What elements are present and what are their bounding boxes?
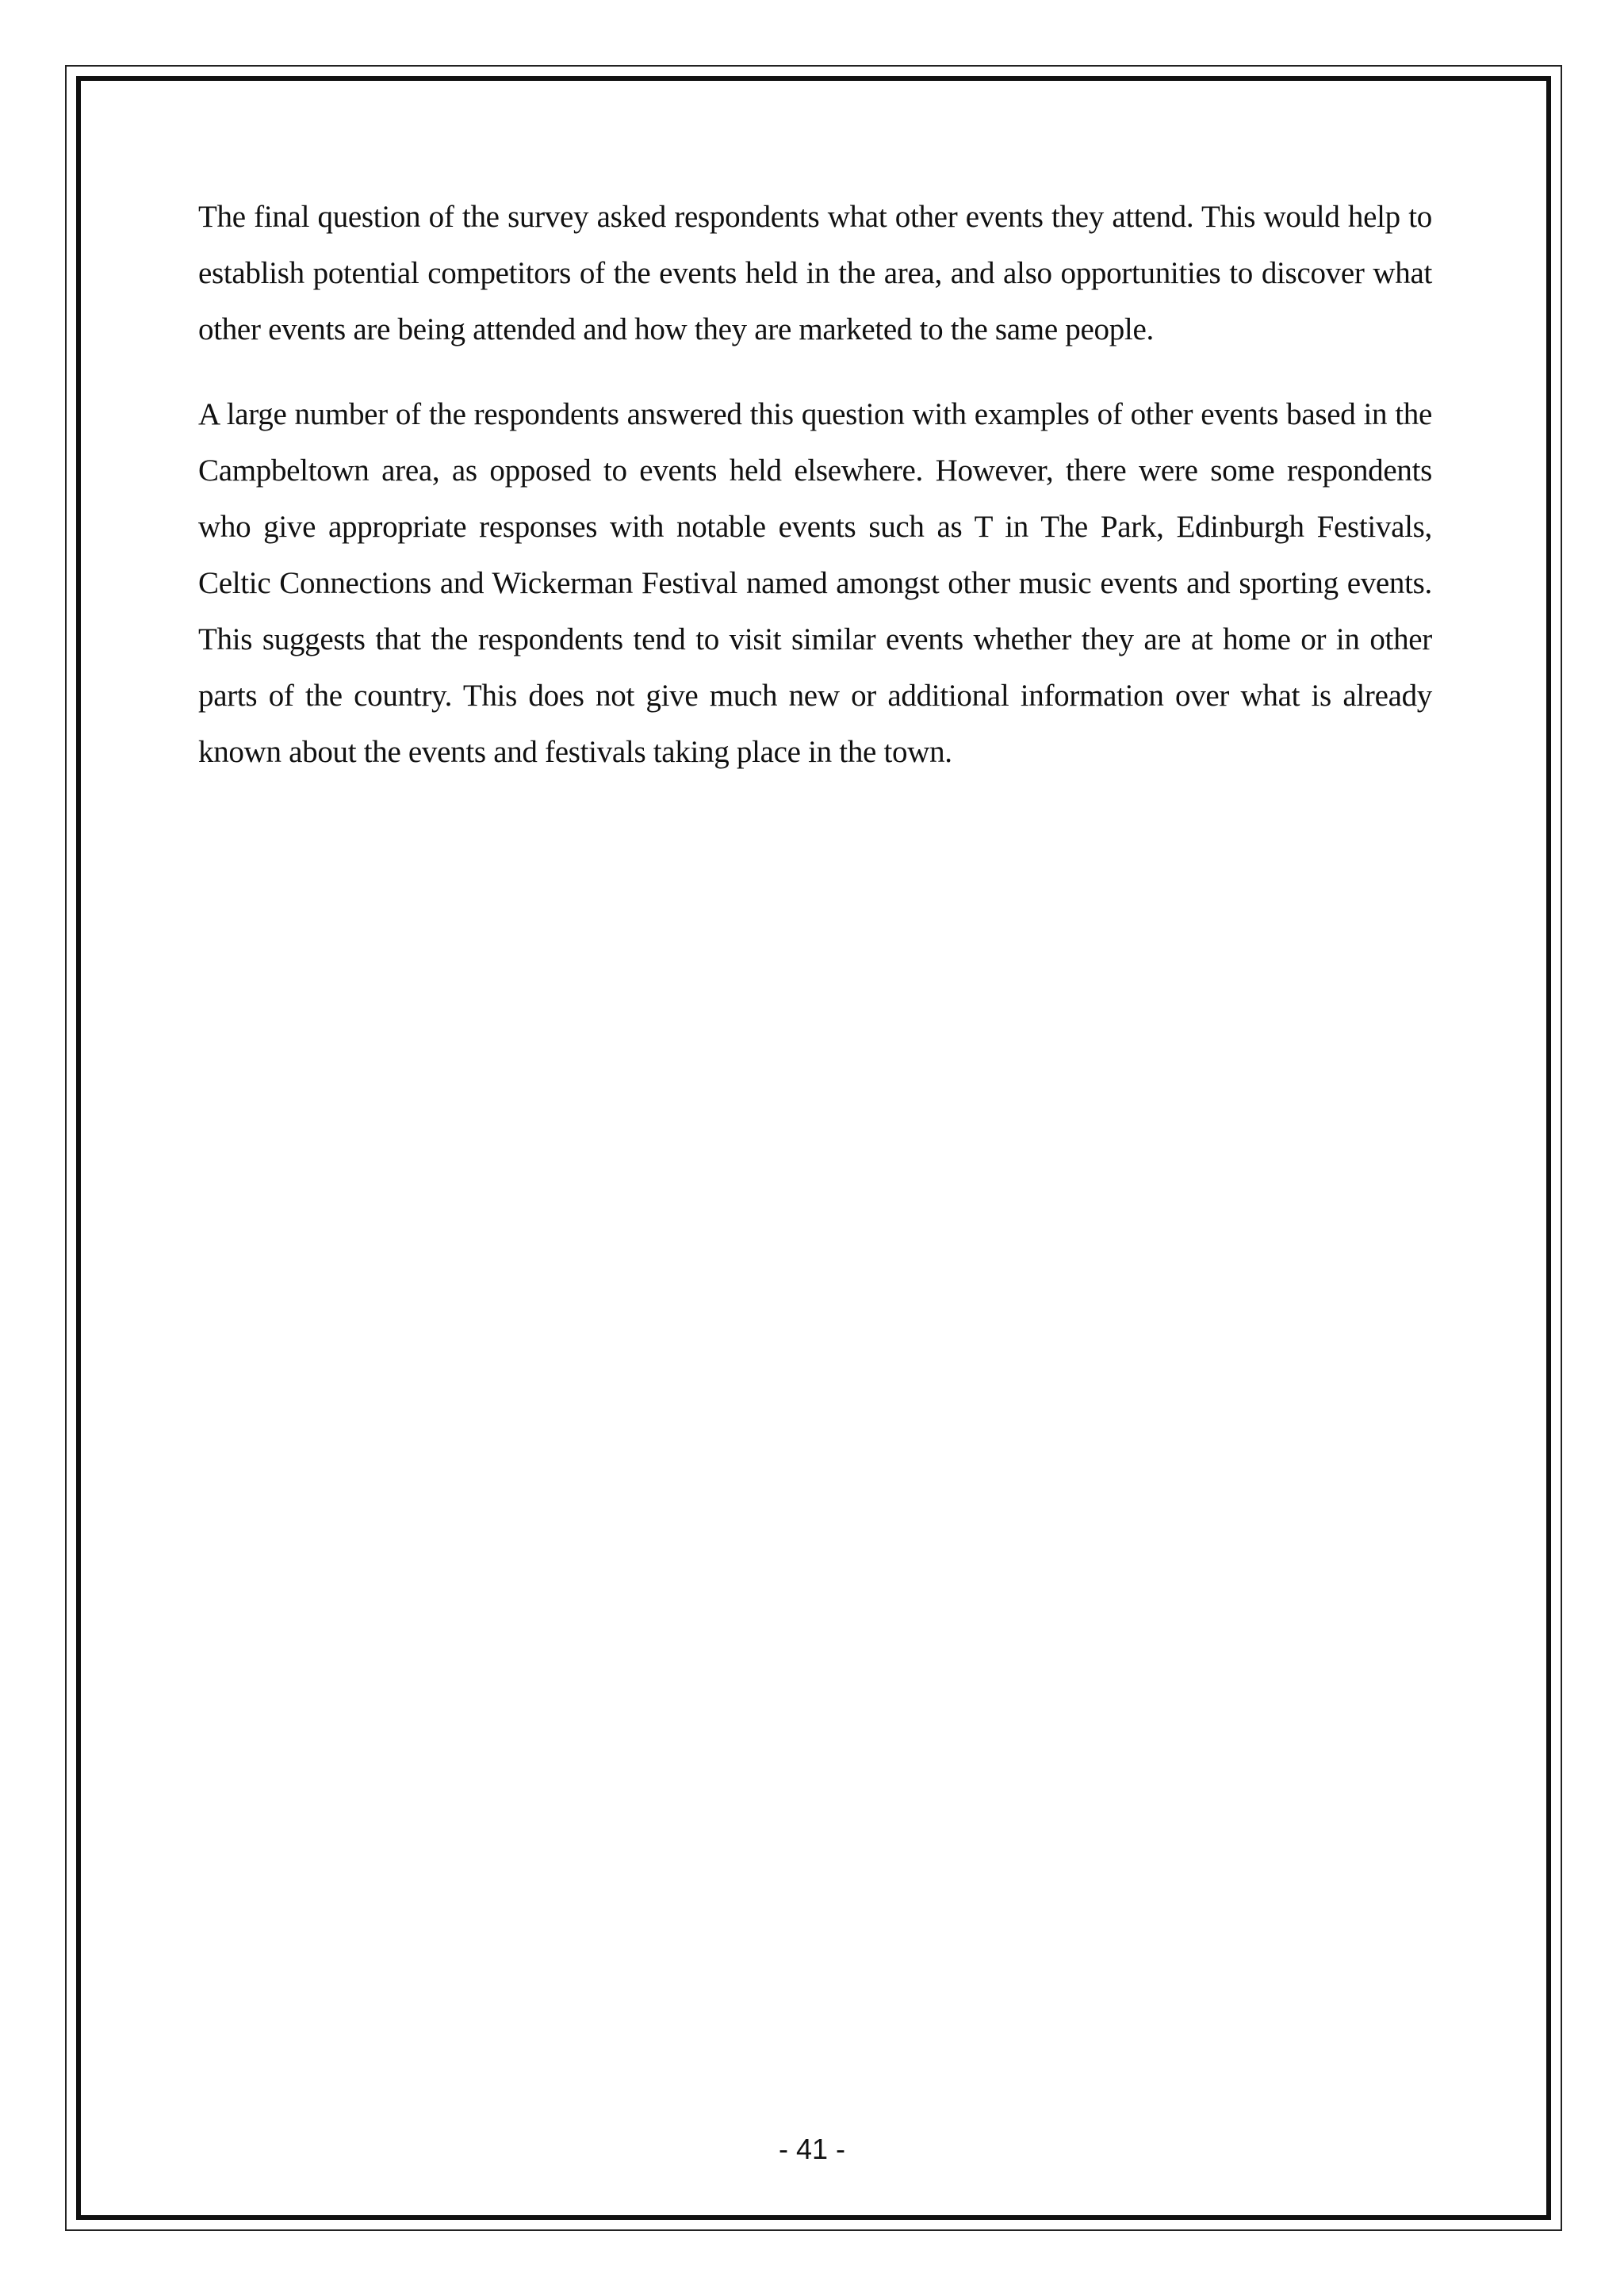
page-body (198, 189, 1432, 809)
page-number: - 41 - (778, 2133, 846, 2165)
paragraph-final-question: The final question of the survey asked respondents what other events they attend. This would help to establish potential competitors of the events held in the area, and also opportunities to discover what other events are being attended and how they are marketed to the same people. (198, 200, 1432, 346)
paragraph-respondent-answers: A large number of the respondents answered this question with examples of other events based in the Campbeltown area, as opposed to events held elsewhere. However, there were some respondents who give appropriate responses with notable events such as T in The Park, Edinburgh Festivals, Celtic Connections and Wickerman Festival named amongst other music events and sporting events. This suggests that the respondents tend to visit similar events whether they are at home or in other parts of the country. This does not give much new or additional information over what is already known about the events and festivals taking place in the town. (198, 397, 1432, 769)
